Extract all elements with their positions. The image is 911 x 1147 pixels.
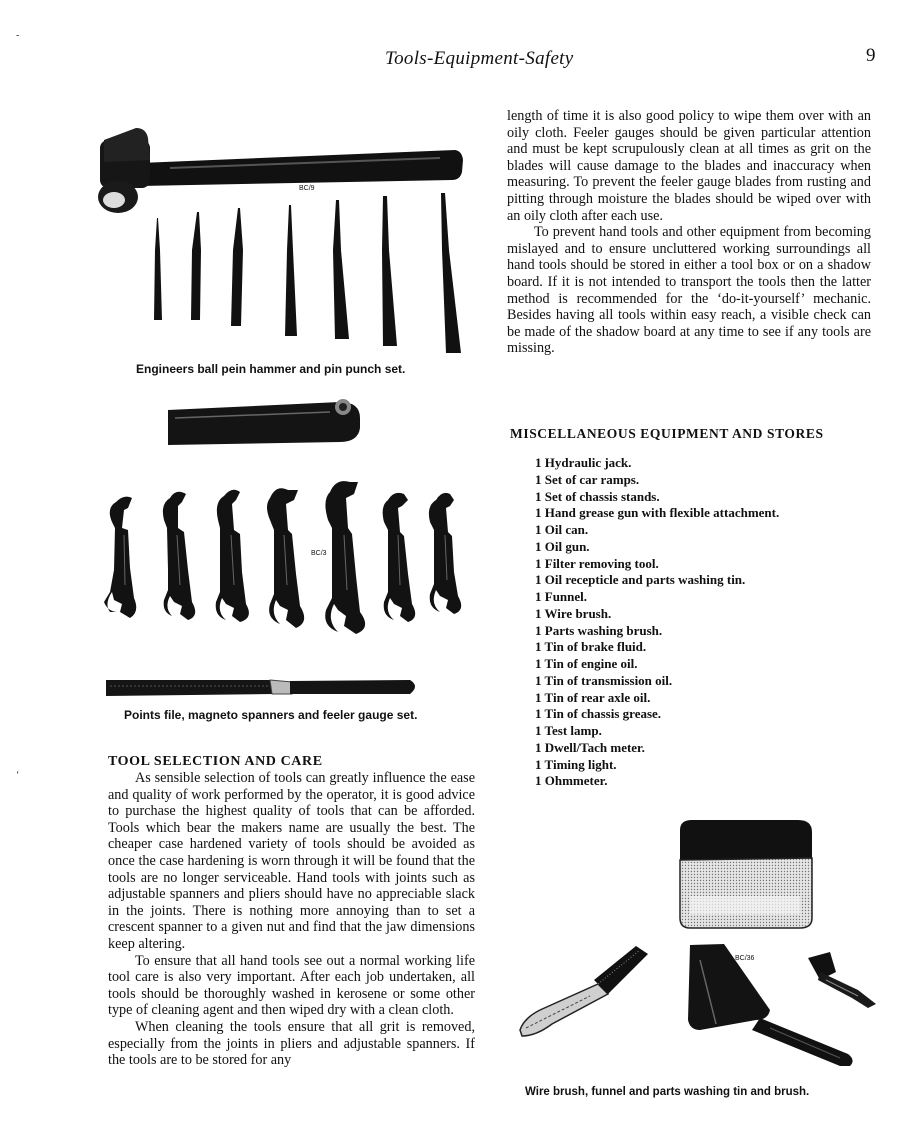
list-item: 1 Tin of rear axle oil. (535, 689, 651, 705)
list-item: 1 Oil can. (535, 522, 589, 537)
paragraph: To ensure that all hand tools see out a normal working life tool care is also very important. After each job undertaken, all tools should be thoroughly washed in kerosene or some other type of cleaning agent and then wiped dry with a clean cloth. (108, 952, 475, 1019)
list-item: 1 Parts washing brush. (535, 622, 663, 638)
paragraph: To prevent hand tools and other equipment from becoming mislayed and to ensure uncluttered working surroundings all hand tools should be stored in either a tool box or on a shadow board. If it is not intended to transport the tools then the latter method is recommended for the ‘do-it-yourself’ mechanic. Besides having all tools within easy reach, a visible check can be made of the shadow board at any time to see if any tools are missing. (507, 224, 871, 357)
figure-ref-bc9: BC/9 (299, 185, 315, 192)
list-item: 1 Hydraulic jack. (535, 455, 632, 470)
list-item: 1 Oil gun. (535, 538, 590, 554)
list-item: 1 Funnel. (535, 589, 588, 604)
section-heading: MISCELLANEOUS EQUIPMENT AND STORES (510, 426, 824, 441)
margin-mark: ‘ (16, 770, 20, 781)
list-item: 1 Hand grease gun with flexible attachment. (535, 505, 780, 521)
list-item: 1 Ohmmeter. (535, 773, 608, 789)
list-item: 1 Oil recepticle and parts washing tin. (535, 572, 746, 588)
list-item: 1 Timing light. (535, 756, 617, 772)
paragraph: When cleaning the tools ensure that all grit is removed, especially from the joints in pliers and adjustable spanners. If the tools are to be stored for any (108, 1018, 475, 1069)
paragraph: length of time it is also good policy to wipe them over with an oily cloth. Feeler gauges should be given particular attention and must be kept scrupulously clean at all times as grit on the blades will cause damage to the blades and inaccuracy when measuring. To prevent the feeler gauge blades from rusting and pitting through moisture the blades should be wiped over with an oily cloth after each use. (507, 108, 871, 224)
list-item: 1 Set of chassis stands. (535, 488, 660, 504)
running-header: Tools-Equipment-Safety (385, 48, 574, 69)
figure-caption: Wire brush, funnel and parts washing tin and brush. (525, 1086, 810, 1098)
list-item: 1 Wire brush. (535, 605, 612, 621)
list-item: 1 Tin of transmission oil. (535, 672, 673, 688)
list-item: 1 Tin of chassis grease. (535, 706, 662, 722)
list-item: 1 Dwell/Tach meter. (535, 739, 645, 755)
list-item: 1 Set of car ramps. (535, 471, 640, 487)
margin-mark: - (16, 30, 20, 41)
figure-ref-bc36: BC/36 (735, 955, 755, 962)
figure-ref-bc3: BC/3 (311, 550, 327, 557)
list-item: 1 Filter removing tool. (535, 555, 659, 571)
paragraph: As sensible selection of tools can greatly influence the ease and quality of work performed by the operator, it is good advice to purchase the highest quality of tools that can be afforded. Tools which bear the makers name are usually the best. The cheaper case hardened variety of tools should be avoided as once the case hardening is worn through it will be found that the tools are no longer serviceable. Hand tools with joints such as adjustable spanners and pliers should have no appreciable slack in the joints. There is nothing more annoying than to set a crescent spanner to a given nut and find that the jaw dimensions keep altering. (108, 770, 475, 952)
page-number: 9 (866, 45, 876, 66)
section-heading: TOOL SELECTION AND CARE (108, 754, 323, 769)
figure-caption: Points file, magneto spanners and feeler gauge set. (124, 708, 418, 722)
list-item: 1 Tin of engine oil. (535, 656, 638, 671)
figure-caption: Engineers ball pein hammer and pin punch set. (136, 362, 406, 376)
list-item: 1 Test lamp. (535, 723, 602, 738)
list-item: 1 Tin of brake fluid. (535, 639, 647, 655)
